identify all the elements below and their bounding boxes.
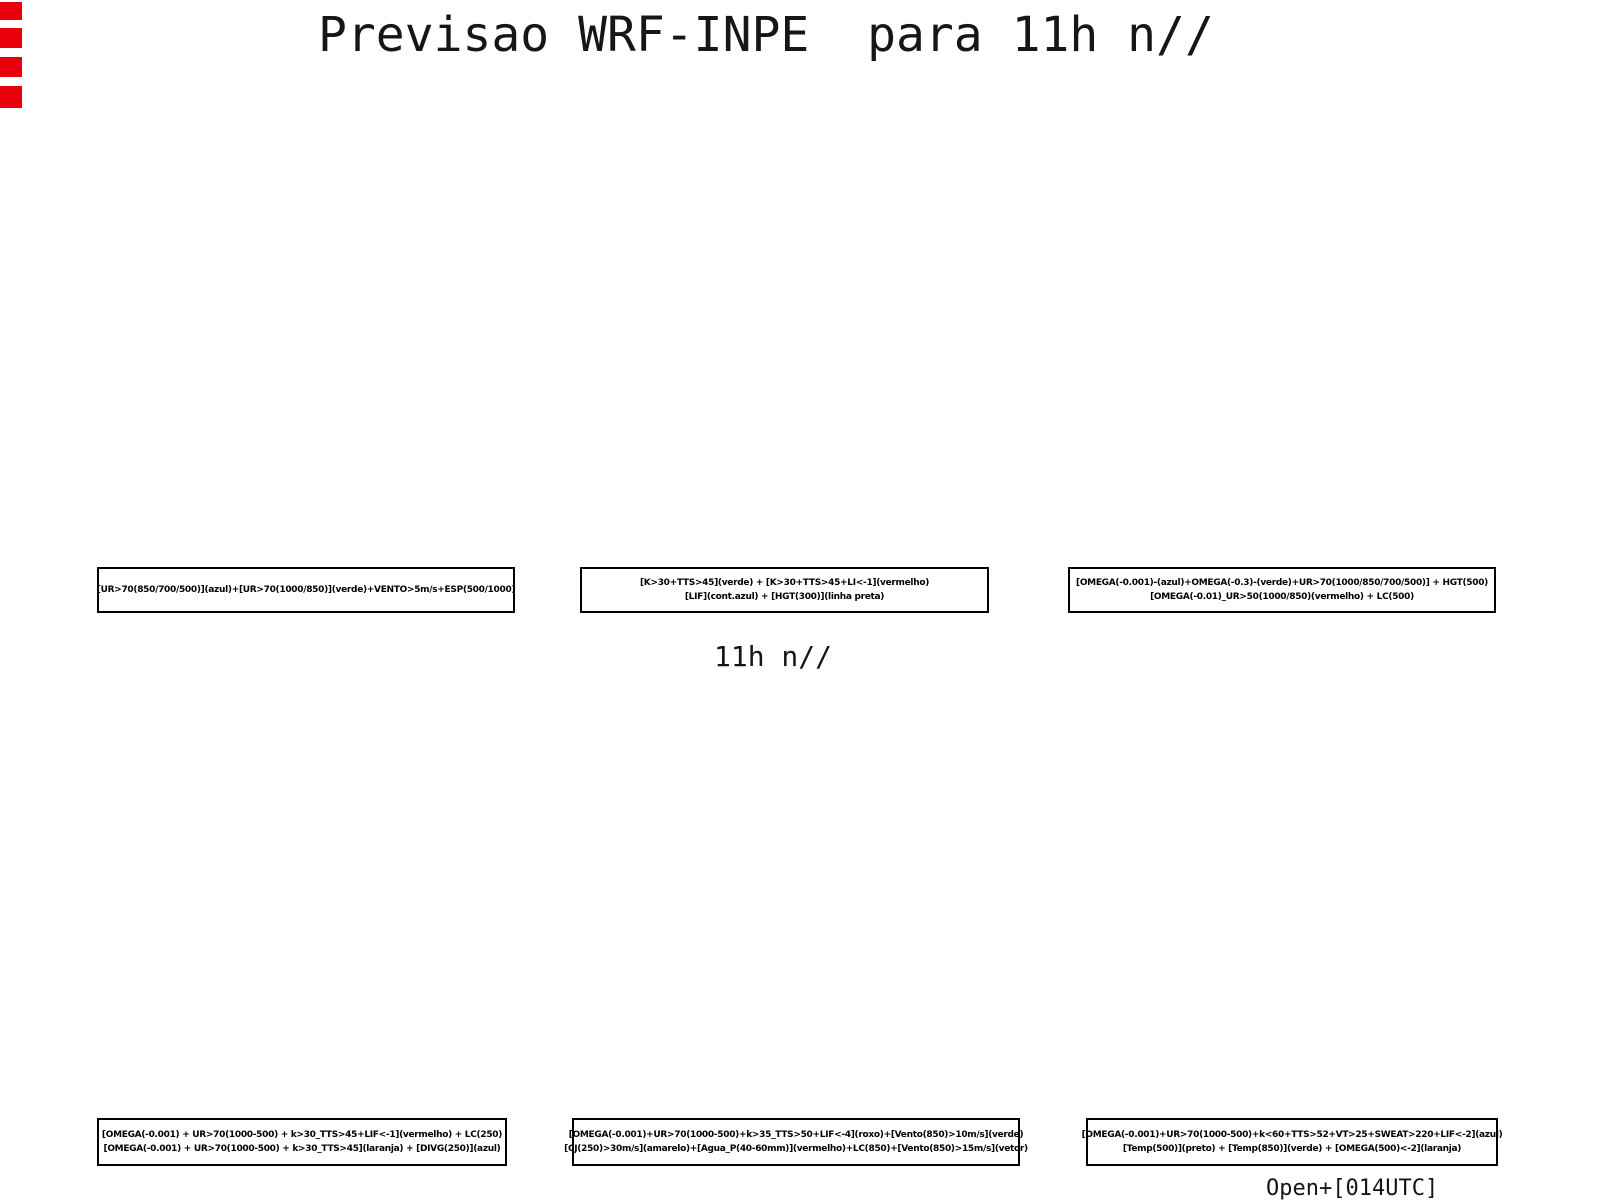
legend-line: [OMEGA(-0.001) + UR>70(1000-500) + k>30_TTS>45](laranja) + [DIVG(250)](azul) — [103, 1144, 501, 1154]
legend-box-bottom-right — [1081, 1118, 1503, 1166]
legend-box-bottom-left — [97, 1118, 507, 1166]
red-edge-marker — [0, 86, 22, 108]
legend-box-top-middle — [580, 567, 989, 613]
legend-line: [UR>70(850/700/500)](azul)+[UR>70(1000/850)](verde)+VENTO>5m/s+ESP(500/1000) — [96, 585, 516, 595]
red-edge-marker — [0, 28, 22, 48]
red-edge-marker — [0, 57, 22, 77]
legend-box-bottom-middle — [564, 1118, 1028, 1166]
legend-line: [K>30+TTS>45](verde) + [K>30+TTS>45+LI<-1](vermelho) — [639, 578, 930, 588]
legend-line: [OMEGA(-0.001) + UR>70(1000-500) + k>30_TTS>45+LIF<-1](vermelho) + LC(250) — [101, 1130, 503, 1140]
legend-line: [Temp(500)](preto) + [Temp(850)](verde) + [OMEGA(500)<-2](laranja) — [1122, 1144, 1462, 1154]
legend-line: [CJ(250)>30m/s](amarelo)+[Agua_P(40-60mm)](vermelho)+LC(850)+[Vento(850)>15m/s](vetor) — [564, 1144, 1028, 1154]
red-edge-marker — [0, 2, 22, 20]
legend-line: [LIF](cont.azul) + [HGT(300)](linha preta) — [684, 592, 885, 602]
legend-line: [OMEGA(-0.01)_UR>50(1000/850)(vermelho) + LC(500) — [1150, 592, 1414, 602]
frame-time-label: 11h n// — [714, 640, 833, 673]
legend-line: [OMEGA(-0.001)+UR>70(1000-500)+k<60+TTS>52+VT>25+SWEAT>220+LIF<-2](azul) — [1081, 1130, 1503, 1140]
legend-line: [OMEGA(-0.001)-(azul)+OMEGA(-0.3)-(verde)+UR>70(1000/850/700/500)] + HGT(500) — [1076, 578, 1488, 588]
legend-box-top-left — [97, 567, 515, 613]
footer-open-label: Open+[014UTC] — [1266, 1176, 1439, 1200]
legend-box-top-right — [1068, 567, 1496, 613]
page-title: Previsao WRF-INPE para 11h n// — [318, 7, 1214, 63]
legend-line: [OMEGA(-0.001)+UR>70(1000-500)+k>35_TTS>50+LIF<-4](roxo)+[Vento(850)>10m/s](verde) — [568, 1130, 1024, 1140]
